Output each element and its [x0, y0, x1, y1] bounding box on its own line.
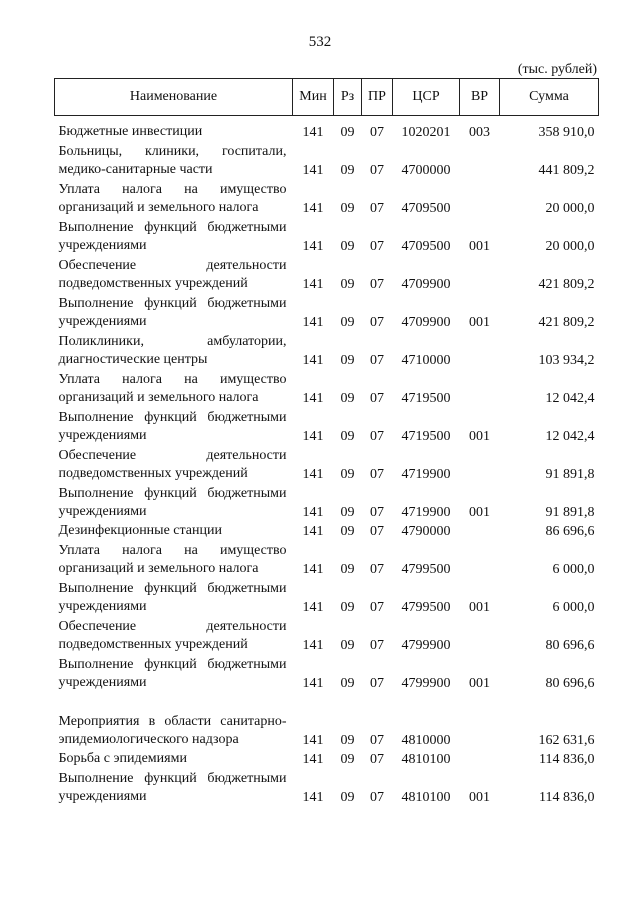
row-rz: 09 [340, 524, 355, 539]
row-csr: 4700000 [401, 163, 451, 178]
row-min: 141 [302, 239, 324, 254]
header-name: Наименование [55, 79, 293, 116]
header-vr: ВР [460, 79, 500, 116]
row-rz: 09 [340, 752, 355, 767]
row-vr [460, 369, 500, 407]
row-pr: 07 [370, 733, 384, 748]
row-rz: 09 [340, 277, 355, 292]
row-name: Обеспечение деятельности подведомственных учреждений [58, 258, 287, 291]
row-rz: 09 [340, 239, 355, 254]
row-min: 141 [302, 353, 324, 368]
row-vr: 001 [469, 790, 490, 805]
row-name: Мероприятия в области санитарно-эпидемиологического надзора [58, 714, 287, 747]
row-pr: 07 [370, 391, 384, 406]
row-rz: 09 [340, 315, 355, 330]
row-rz: 09 [340, 638, 355, 653]
row-rz: 09 [340, 505, 355, 520]
row-vr [460, 179, 500, 217]
row-min: 141 [302, 562, 324, 577]
row-sum: 20 000,0 [545, 239, 595, 254]
table-row [55, 179, 599, 217]
header-pr: ПР [362, 79, 393, 116]
row-csr: 4810000 [401, 733, 451, 748]
row-pr: 07 [370, 429, 384, 444]
row-pr: 07 [370, 790, 384, 805]
table-row [55, 654, 599, 692]
header-csr: ЦСР [393, 79, 460, 116]
row-name: Выполнение функций бюджетными учреждениями [58, 486, 287, 519]
row-csr: 4810100 [401, 752, 451, 767]
row-min: 141 [302, 790, 324, 805]
row-pr: 07 [370, 239, 384, 254]
row-min: 141 [302, 125, 324, 140]
row-rz: 09 [340, 467, 355, 482]
row-vr [460, 445, 500, 483]
table-row [55, 768, 599, 806]
row-csr: 4709500 [401, 239, 451, 254]
row-min: 141 [302, 315, 324, 330]
table-row [55, 540, 599, 578]
row-min: 141 [302, 201, 324, 216]
row-sum: 114 836,0 [539, 790, 595, 805]
row-name: Больницы, клиники, госпитали, медико-санитарные части [58, 144, 287, 177]
row-sum: 441 809,2 [538, 163, 595, 178]
row-vr [460, 616, 500, 654]
row-rz: 09 [340, 391, 355, 406]
row-sum: 6 000,0 [552, 562, 595, 577]
table-row [55, 407, 599, 445]
row-sum: 91 891,8 [545, 505, 595, 520]
row-rz: 09 [340, 125, 355, 140]
row-csr: 4719900 [401, 467, 451, 482]
row-vr: 001 [469, 676, 490, 691]
row-name: Уплата налога на имущество организаций и земельного налога [58, 182, 287, 215]
row-pr: 07 [370, 505, 384, 520]
row-name: Выполнение функций бюджетными учреждениями [58, 296, 287, 329]
row-name: Выполнение функций бюджетными учреждениями [58, 220, 287, 253]
row-rz: 09 [340, 676, 355, 691]
table-row [55, 116, 599, 142]
row-pr: 07 [370, 467, 384, 482]
row-pr: 07 [370, 277, 384, 292]
row-rz: 09 [340, 562, 355, 577]
table-row [55, 217, 599, 255]
row-sum: 114 836,0 [539, 752, 595, 767]
row-rz: 09 [340, 163, 355, 178]
row-csr: 4709900 [401, 277, 451, 292]
table-row [55, 331, 599, 369]
row-sum: 91 891,8 [545, 467, 595, 482]
row-csr: 4709900 [401, 315, 451, 330]
row-csr: 4719900 [401, 505, 451, 520]
row-min: 141 [302, 638, 324, 653]
row-pr: 07 [370, 638, 384, 653]
row-pr: 07 [370, 201, 384, 216]
row-vr: 003 [469, 125, 490, 140]
row-vr: 001 [469, 600, 490, 615]
row-name: Уплата налога на имущество организаций и земельного налога [58, 372, 287, 405]
table-row [55, 521, 599, 540]
row-name: Бюджетные инвестиции [58, 124, 203, 139]
row-min: 141 [302, 505, 324, 520]
row-vr [460, 692, 500, 749]
row-rz: 09 [340, 733, 355, 748]
row-csr: 4710000 [401, 353, 451, 368]
header-sum: Сумма [500, 79, 599, 116]
table-row [55, 293, 599, 331]
table-row [55, 255, 599, 293]
row-name: Поликлиники, амбулатории, диагностические центры [58, 334, 287, 367]
row-min: 141 [302, 429, 324, 444]
row-name: Выполнение функций бюджетными учреждениями [58, 657, 287, 690]
row-sum: 421 809,2 [538, 277, 595, 292]
row-min: 141 [302, 733, 324, 748]
row-name: Выполнение функций бюджетными учреждениями [58, 581, 287, 614]
row-pr: 07 [370, 125, 384, 140]
row-sum: 103 934,2 [538, 353, 595, 368]
row-pr: 07 [370, 524, 384, 539]
row-vr [460, 540, 500, 578]
row-rz: 09 [340, 201, 355, 216]
table-row [55, 141, 599, 179]
row-sum: 20 000,0 [545, 201, 595, 216]
budget-table [54, 78, 599, 806]
table-row [55, 578, 599, 616]
row-csr: 4799900 [401, 638, 451, 653]
table-row [55, 692, 599, 749]
row-name: Выполнение функций бюджетными учреждениями [58, 410, 287, 443]
row-min: 141 [302, 391, 324, 406]
units-label: (тыс. рублей) [517, 62, 597, 77]
row-pr: 07 [370, 353, 384, 368]
row-rz: 09 [340, 790, 355, 805]
row-min: 141 [302, 600, 324, 615]
row-vr: 001 [469, 505, 490, 520]
table-row [55, 749, 599, 768]
row-name: Обеспечение деятельности подведомственных учреждений [58, 448, 287, 481]
row-csr: 1020201 [401, 125, 451, 140]
row-vr [460, 331, 500, 369]
table-header [55, 79, 599, 116]
table-body [55, 116, 599, 807]
row-name: Борьба с эпидемиями [58, 751, 187, 766]
row-vr [460, 749, 500, 768]
row-min: 141 [302, 676, 324, 691]
row-sum: 421 809,2 [538, 315, 595, 330]
row-name: Выполнение функций бюджетными учреждениями [58, 771, 287, 804]
row-sum: 86 696,6 [545, 524, 595, 539]
row-rz: 09 [340, 353, 355, 368]
row-csr: 4719500 [401, 391, 451, 406]
row-vr: 001 [469, 315, 490, 330]
row-csr: 4799500 [401, 562, 451, 577]
row-csr: 4790000 [401, 524, 451, 539]
header-rz: Рз [334, 79, 362, 116]
row-name: Дезинфекционные станции [58, 523, 222, 538]
table-row [55, 369, 599, 407]
row-sum: 358 910,0 [538, 125, 595, 140]
row-csr: 4810100 [401, 790, 451, 805]
row-sum: 12 042,4 [545, 429, 595, 444]
table-row [55, 483, 599, 521]
row-vr [460, 255, 500, 293]
row-pr: 07 [370, 315, 384, 330]
row-csr: 4709500 [401, 201, 451, 216]
table-row [55, 445, 599, 483]
row-sum: 80 696,6 [545, 676, 595, 691]
row-pr: 07 [370, 163, 384, 178]
page-number: 532 [308, 34, 332, 50]
row-pr: 07 [370, 752, 384, 767]
row-min: 141 [302, 163, 324, 178]
row-vr [460, 521, 500, 540]
row-vr: 001 [469, 239, 490, 254]
row-pr: 07 [370, 562, 384, 577]
row-sum: 80 696,6 [545, 638, 595, 653]
row-name: Обеспечение деятельности подведомственных учреждений [58, 619, 287, 652]
row-pr: 07 [370, 676, 384, 691]
row-vr [460, 141, 500, 179]
row-rz: 09 [340, 429, 355, 444]
row-min: 141 [302, 467, 324, 482]
row-rz: 09 [340, 600, 355, 615]
row-min: 141 [302, 524, 324, 539]
header-min: Мин [293, 79, 334, 116]
row-vr: 001 [469, 429, 490, 444]
row-sum: 162 631,6 [538, 733, 595, 748]
table-row [55, 616, 599, 654]
row-sum: 6 000,0 [552, 600, 595, 615]
row-name: Уплата налога на имущество организаций и земельного налога [58, 543, 287, 576]
row-csr: 4799900 [401, 676, 451, 691]
row-min: 141 [302, 752, 324, 767]
row-min: 141 [302, 277, 324, 292]
row-sum: 12 042,4 [545, 391, 595, 406]
row-csr: 4799500 [401, 600, 451, 615]
row-csr: 4719500 [401, 429, 451, 444]
row-pr: 07 [370, 600, 384, 615]
